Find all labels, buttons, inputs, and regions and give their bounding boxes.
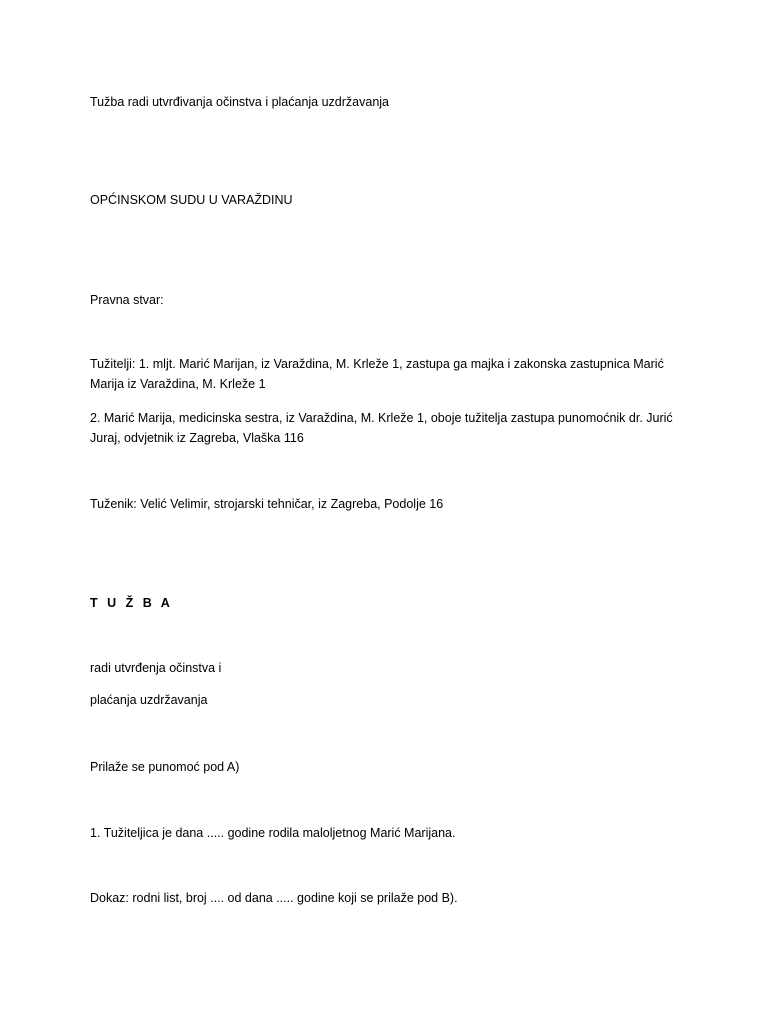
document-title: Tužba radi utvrđivanja očinstva i plaćanja uzdržavanja	[90, 95, 390, 109]
fact-1-paragraph: 1. Tužiteljica je dana ..... godine rodila maloljetnog Marić Marijana.	[90, 826, 456, 840]
attachment-power-of-attorney: Prilaže se punomoć pod A)	[90, 760, 240, 774]
subject-line-2: plaćanja uzdržavanja	[90, 693, 208, 707]
subject-line-1: radi utvrđenja očinstva i	[90, 661, 222, 675]
plaintiff-1-paragraph: Tužitelji: 1. mljt. Marić Marijan, iz Varaždina, M. Krleže 1, zastupa ga majka i zakonska zastupnica Marić Marija iz Varaždina, M. Krleže 1	[90, 357, 664, 391]
evidence-1-paragraph: Dokaz: rodni list, broj .... od dana ..... godine koji se prilaže pod B).	[90, 891, 458, 905]
plaintiff-2-paragraph: 2. Marić Marija, medicinska sestra, iz Varaždina, M. Krleže 1, oboje tužitelja zastupa punomoćnik dr. Jurić Juraj, odvjetnik iz Zagreba, Vlaška 116	[90, 411, 673, 445]
defendant-paragraph: Tuženik: Velić Velimir, strojarski tehničar, iz Zagreba, Podolje 16	[90, 497, 444, 511]
court-addressee: OPĆINSKOM SUDU U VARAŽDINU	[90, 193, 293, 207]
legal-matter-label: Pravna stvar:	[90, 293, 164, 307]
lawsuit-heading: T U Ž B A	[90, 596, 173, 610]
